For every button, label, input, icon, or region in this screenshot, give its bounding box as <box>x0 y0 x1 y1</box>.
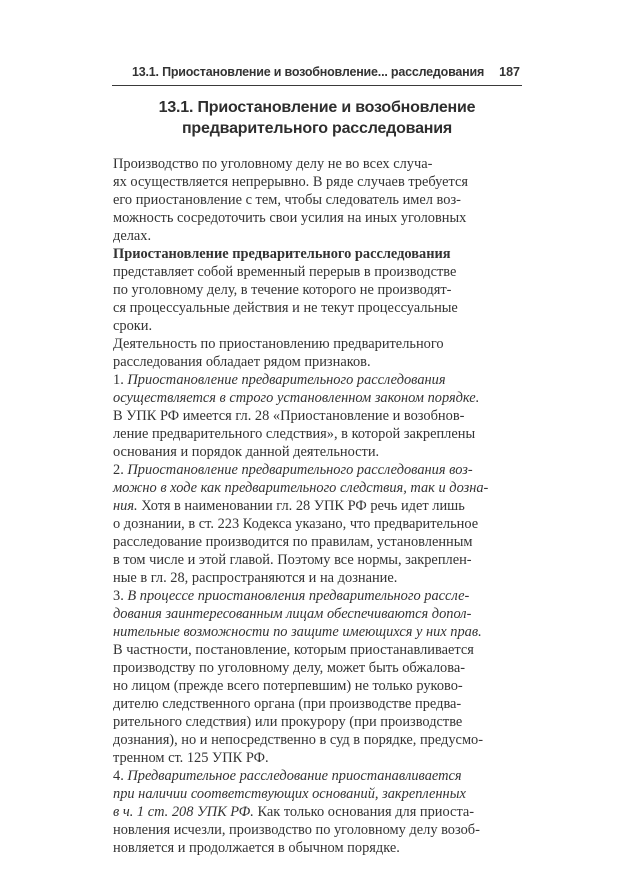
text-line: делах. <box>113 228 152 244</box>
italic-text: В процессе приостановления предварительного рассле- <box>127 588 470 604</box>
text-line: но лицом (прежде всего потерпевшим) не только руково- <box>113 678 463 694</box>
paragraph-1 <box>113 155 523 245</box>
text-line: Хотя в наименовании гл. 28 УПК РФ речь идет лишь <box>141 498 465 514</box>
running-head-title: 13.1. Приостановление и возобновление... расследования <box>132 65 485 79</box>
italic-text: осуществляется в строго установленном законом порядке. <box>113 390 480 406</box>
text-line: ные в гл. 28, распространяются и на дознание. <box>113 570 398 586</box>
italic-text: при наличии соответствующих оснований, закрепленных <box>113 786 466 802</box>
item-number: 1. <box>113 372 124 388</box>
italic-text: нительные возможности по защите имеющихся у них прав. <box>113 624 482 640</box>
text-line: В частности, постановление, которым приостанавливается <box>113 642 474 658</box>
text-line: ление предварительного следствия», в которой закреплены <box>113 426 476 442</box>
section-heading-line: 13.1. Приостановление и возобновление <box>158 99 476 116</box>
paragraph-4 <box>113 371 523 461</box>
item-number: 4. <box>113 768 124 784</box>
text-line: Как только основания для приоста- <box>257 804 475 820</box>
text-line: сроки. <box>113 318 153 334</box>
text-line: расследования обладает рядом признаков. <box>113 354 371 370</box>
text-line: по уголовному делу, в течение которого не производят- <box>113 282 452 298</box>
section-heading-line: предварительного расследования <box>181 120 453 137</box>
text-line: В УПК РФ имеется гл. 28 «Приостановление и возобнов- <box>113 408 465 424</box>
italic-text: можно в ходе как предварительного следствия, так и дозна- <box>113 480 489 496</box>
running-head <box>112 63 522 86</box>
paragraph-7 <box>113 767 523 857</box>
page-number: 187 <box>499 65 520 79</box>
text-line: его приостановление с тем, чтобы следователь имел воз- <box>113 192 461 208</box>
text-line: новления исчезли, производство по уголовному делу возоб- <box>113 822 480 838</box>
paragraph-2 <box>113 245 523 335</box>
text-line: рительного следствия) или прокурору (при производстве <box>113 714 463 730</box>
text-line: тренном ст. 125 УПК РФ. <box>113 750 269 766</box>
italic-text: Предварительное расследование приостанавливается <box>127 768 462 784</box>
text-line: Производство по уголовному делу не во всех случа- <box>113 156 433 172</box>
text-line: дителю следственного органа (при производстве предва- <box>113 696 462 712</box>
text-line: в том числе и этой главой. Поэтому все нормы, закреплен- <box>113 552 472 568</box>
text-line: основания и порядок данной деятельности. <box>113 444 380 460</box>
italic-text: дования заинтересованным лицам обеспечиваются допол- <box>113 606 472 622</box>
section-heading <box>112 97 522 139</box>
text-line: производству по уголовному делу, может быть обжалова- <box>113 660 466 676</box>
paragraph-3 <box>113 335 523 371</box>
italic-text: в ч. 1 ст. 208 УПК РФ. <box>113 804 254 820</box>
body-text <box>113 155 523 857</box>
text-line: ся процессуальные действия и не текут процессуальные <box>113 300 458 316</box>
text-line: ях осуществляется непрерывно. В ряде случаев требуется <box>113 174 469 190</box>
italic-text: ния. <box>113 498 138 514</box>
italic-text: Приостановление предварительного расследования <box>127 372 446 388</box>
italic-text: Приостановление предварительного расследования воз- <box>127 462 473 478</box>
paragraph-5 <box>113 461 523 587</box>
text-line: новляется и продолжается в обычном порядке. <box>113 840 400 856</box>
text-line: дознания), но и непосредственно в суд в порядке, предусмо- <box>113 732 484 748</box>
text-line: можность сосредоточить свои усилия на иных уголовных <box>113 210 467 226</box>
paragraph-6 <box>113 587 523 767</box>
item-number: 2. <box>113 462 124 478</box>
text-line: расследование производится по правилам, установленным <box>113 534 473 550</box>
bold-term: Приостановление предварительного расследования <box>113 246 451 262</box>
item-number: 3. <box>113 588 124 604</box>
text-line: о дознании, в ст. 223 Кодекса указано, что предварительное <box>113 516 479 532</box>
text-line: представляет собой временный перерыв в производстве <box>113 264 457 280</box>
text-line: Деятельность по приостановлению предварительного <box>113 336 444 352</box>
